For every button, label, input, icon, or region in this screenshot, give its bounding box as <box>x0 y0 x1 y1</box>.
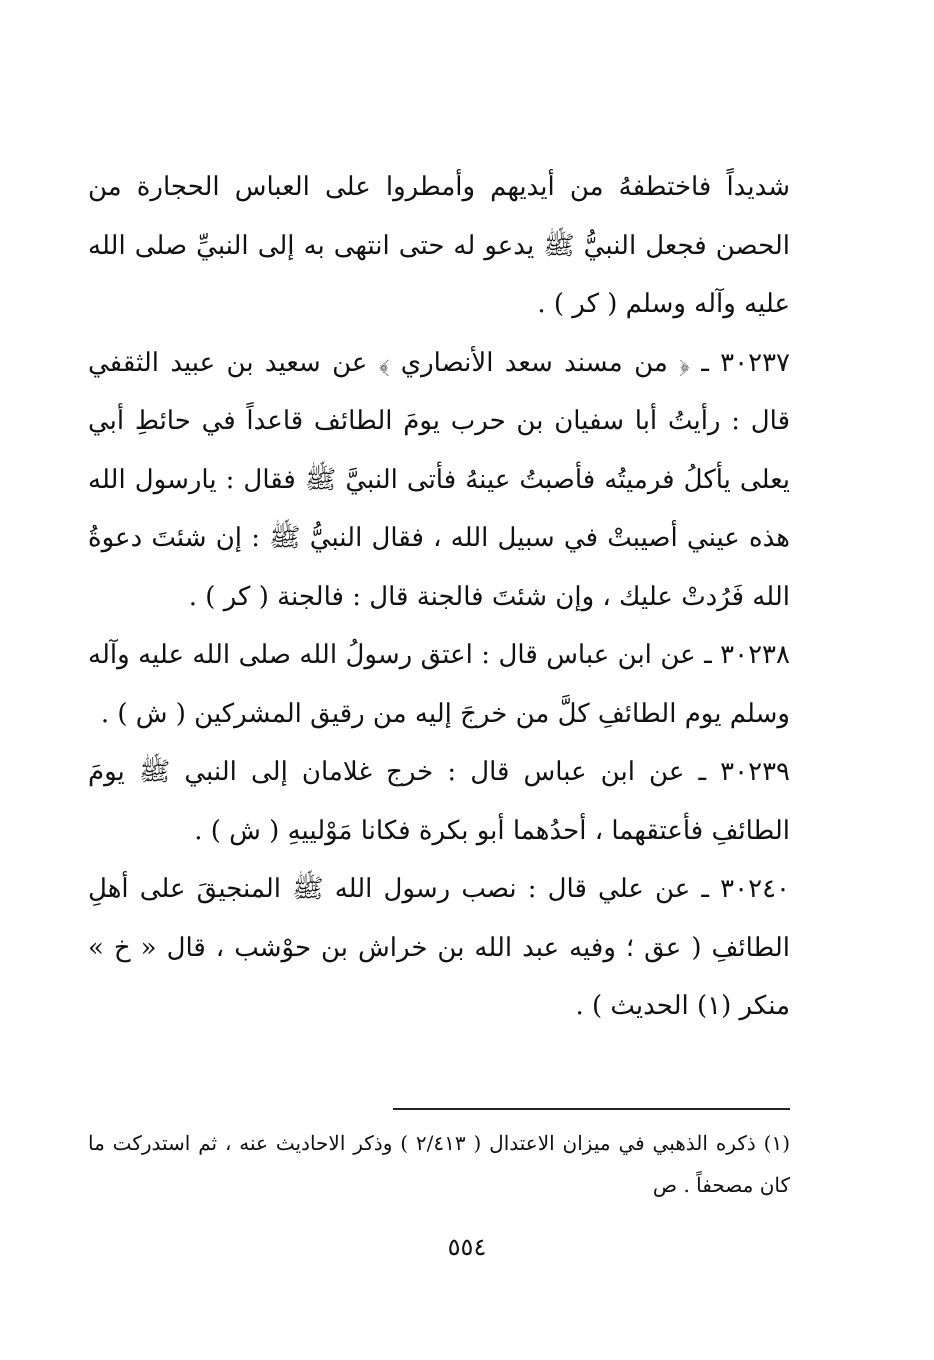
paragraph-text: شديداً فاختطفهُ من أيديهم وأمطروا على العباس الحجارة من الحصن فجعل النبيُّ ﷺ يدعو له حتى انتهى به إلى النبيِّ صلى الله عليه وآله وسلم ( كر ) . <box>88 172 790 319</box>
hadith-number: ٣٠٢٣٩ <box>720 757 790 787</box>
number-separator: ـ <box>690 874 721 904</box>
paragraph-30239 <box>88 743 790 860</box>
footnote <box>88 1122 790 1206</box>
paragraph-30237 <box>88 334 790 627</box>
paragraph-text: عن ابن عباس قال : خرج غلامان إلى النبي ﷺ يومَ الطائفِ فأعتقهما ، أحدُهما أبو بكرة فكانا مَوْلييهِ ( ش ) . <box>88 757 790 846</box>
hadith-number: ٣٠٢٣٧ <box>720 347 790 378</box>
number-separator: ـ <box>695 640 721 670</box>
footnote-divider <box>393 1108 790 1110</box>
page-number: ٥٥٤ <box>447 1233 487 1261</box>
hadith-number: ٣٠٢٤٠ <box>720 874 790 904</box>
paragraph-text: عن علي قال : نصب رسول الله ﷺ المنجيقَ على أهلِ الطائفِ ( عق ؛ وفيه عبد الله بن خراش بن حوْشب ، قال « خ » منكر (١) الحديث ) . <box>88 874 790 1021</box>
paragraph-30240 <box>88 860 790 1036</box>
hadith-number: ٣٠٢٣٨ <box>720 640 790 670</box>
paragraph-1 <box>88 158 790 334</box>
number-separator: ـ <box>689 347 721 378</box>
paragraph-text: عن ابن عباس قال : اعتق رسولُ الله صلى الله عليه وآله وسلم يوم الطائفِ كلَّ من خرجَ إليه من رقيق المشركين ( ش ) . <box>88 640 790 729</box>
footnote-text: (١) ذكره الذهبي في ميزان الاعتدال ( ٢/٤١٣ ) وذكر الاحاديث عنه ، ثم استدركت ما كان مصحفاً . ص <box>88 1131 790 1197</box>
paragraph-30238 <box>88 626 790 743</box>
body-text <box>88 158 790 1036</box>
paragraph-text: ﴿ من مسند سعد الأنصاري ﴾ عن سعيد بن عبيد الثقفي قال : رأيتُ أبا سفيان بن حرب يومَ الطائف قاعداً في حائطِ أبي يعلى يأكلُ فرميتُه فأصبتُ عينهُ فأتى النبيَّ ﷺ فقال : يارسول الله هذه عيني أصيبتْ في سبيل الله ، فقال النبيُّ ﷺ : إن شئتَ دعوةُ الله فَرُدتْ عليك ، وإن شئتَ فالجنة قال : فالجنة ( كر ) . <box>88 347 790 612</box>
number-separator: ـ <box>684 757 721 787</box>
